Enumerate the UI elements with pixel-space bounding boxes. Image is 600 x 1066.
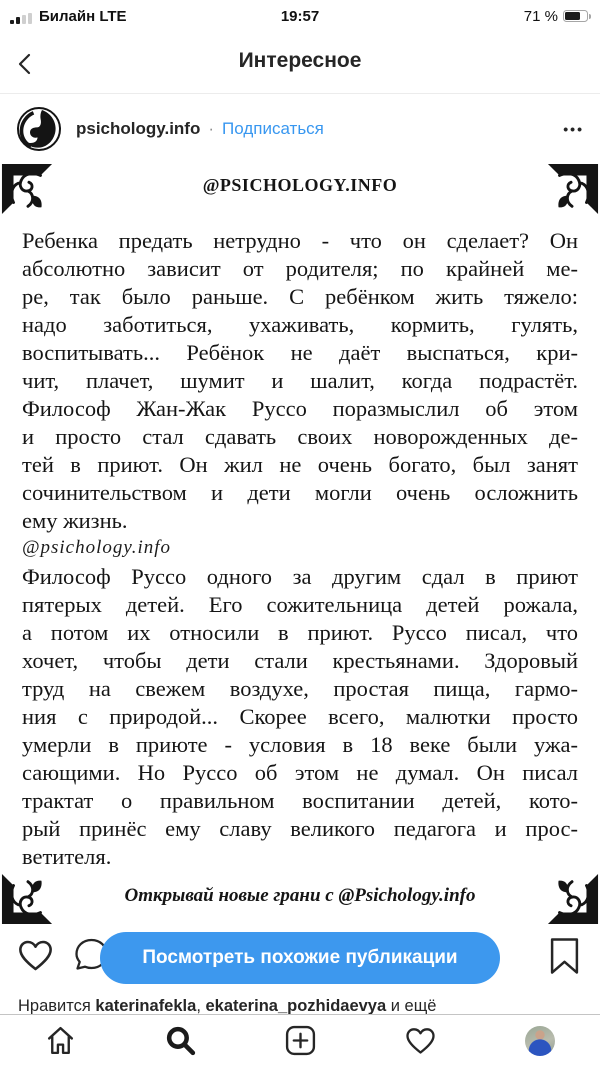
save-button[interactable] (549, 937, 580, 975)
status-bar (0, 0, 600, 32)
status-time: 19:57 (280, 7, 320, 25)
image-paragraph-1 (22, 227, 578, 535)
post-text-line: надо заботиться, ухаживать, кормить, гулять, (22, 312, 578, 337)
status-right (524, 8, 588, 25)
post-text-line: а потом их относили в приют. Руссо писал, что (22, 620, 578, 645)
battery-percent-label: 71 % (523, 7, 558, 25)
home-icon (44, 1024, 77, 1057)
profile-avatar (525, 1026, 555, 1056)
post-text-line: и просто стал сдавать своих новорожденных де- (22, 424, 578, 449)
image-tagline: Открывай новые грани с @Psichology.info (124, 885, 476, 906)
post-header (0, 95, 600, 162)
tab-new-post[interactable] (278, 1019, 322, 1063)
image-header-handle: @PSICHOLOGY.INFO (202, 175, 398, 195)
post-image[interactable] (0, 162, 600, 926)
status-left (10, 8, 127, 25)
post-text-line: Ребенка предать нетрудно - что он сделает? Он (22, 228, 578, 253)
post-text-line: сающими. Но Руссо об этом не думал. Он писал (22, 760, 578, 785)
likes-suffix: и ещё (386, 997, 437, 1014)
likes-prefix: Нравится (18, 997, 96, 1014)
post-text-line: ему жизнь. (22, 508, 128, 533)
battery-icon (563, 10, 588, 22)
ornament-corner-top-right-icon (547, 163, 599, 215)
username-follow-separator: · (208, 118, 215, 138)
tab-bar (0, 1014, 600, 1066)
ornament-corner-top-left-icon (1, 163, 53, 215)
post-text-line: сочинительством и дети могли очень осложнить (22, 480, 578, 505)
likes-summary[interactable] (0, 996, 600, 1014)
post-text-line: хочет, чтобы дети стали крестьянами. Здоровый (22, 648, 578, 673)
search-icon (164, 1024, 197, 1057)
view-similar-posts-button[interactable]: Посмотреть похожие публикации (100, 932, 500, 984)
likes-user-2[interactable]: ekaterina_pozhidaevya (205, 997, 387, 1014)
tab-profile[interactable] (518, 1019, 562, 1063)
post-action-bar (0, 926, 600, 992)
post-text-line: Философ Жан-Жак Руссо поразмыслил об этом (22, 396, 578, 421)
post-text-line: ветителя. (22, 844, 112, 869)
post-text-line: Философ Руссо одного за другим сдал в приют (22, 564, 578, 589)
follow-button[interactable]: Подписаться (222, 118, 324, 138)
image-paragraph-2 (22, 563, 578, 871)
post-text-line: воспитывать... Ребёнок не даёт выспаться, кри- (22, 340, 578, 365)
post-text-line: труд на свежем воздухе, простая пища, гармо- (22, 676, 578, 701)
carrier-label: Билайн LTE (39, 7, 127, 25)
post-text-line: ния с природой... Скорее всего, малютки просто (22, 704, 578, 729)
image-watermark: @psichology.info (22, 537, 172, 558)
tab-activity[interactable] (398, 1019, 442, 1063)
heart-icon (17, 937, 54, 973)
post-text-line: ре, так было раньше. С ребёнком жить тяжело: (22, 284, 578, 309)
tab-search[interactable] (158, 1019, 202, 1063)
post-text-line: тей в приют. Он жил не очень богато, был занят (22, 452, 578, 477)
cellular-signal-icon (10, 13, 32, 25)
post-text-line: умерли в приюте - условия в 18 веке были ужа- (22, 732, 578, 757)
post-text-line: абсолютно зависит от родителя; по крайней ме- (22, 256, 578, 281)
post-text-line: чит, плачет, шумит и шалит, когда подрастёт. (22, 368, 578, 393)
nav-bar (0, 32, 600, 94)
bookmark-icon (549, 937, 580, 975)
likes-user-1[interactable]: katerinafekla (95, 997, 197, 1014)
account-avatar[interactable] (16, 106, 62, 152)
like-button[interactable] (17, 937, 54, 973)
plus-square-icon (284, 1024, 317, 1057)
post-options-button[interactable]: ••• (563, 120, 584, 137)
heart-icon (404, 1025, 437, 1056)
post-text-line: рый принёс ему славу великого педагога и прос- (22, 816, 578, 841)
post-username[interactable]: psichology.info (76, 118, 201, 138)
ornament-corner-bottom-left-icon (1, 873, 53, 925)
likes-separator: , (196, 997, 206, 1014)
page-title: Интересное (238, 49, 362, 72)
ornament-corner-bottom-right-icon (547, 873, 599, 925)
post-text-line: трактат о правильном воспитании детей, кото- (22, 788, 578, 813)
tab-home[interactable] (38, 1019, 82, 1063)
post-text-line: пятерых детей. Его сожительница детей рожала, (22, 592, 578, 617)
